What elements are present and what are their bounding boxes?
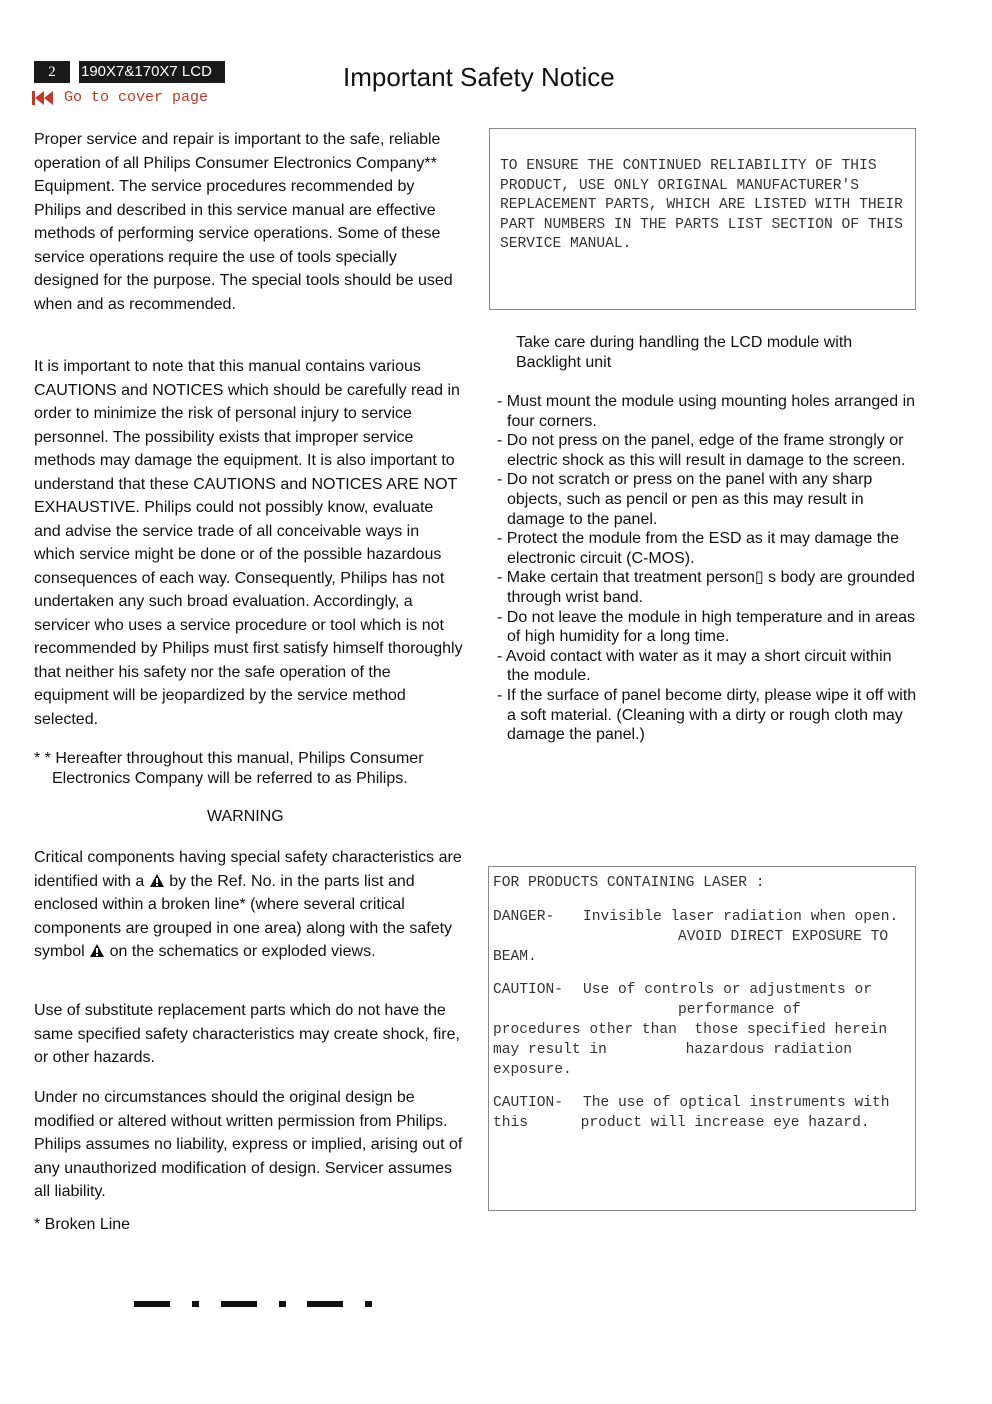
skip-back-icon: [32, 90, 54, 106]
broken-line-dot: [365, 1301, 372, 1307]
list-item: - Protect the module from the ESD as it may damage the electronic circuit (C-MOS).: [497, 530, 899, 567]
lcd-care-heading-line-2: Backlight unit: [516, 353, 612, 371]
danger-text-2: AVOID DIRECT EXPOSURE TO: [678, 929, 889, 945]
paragraph-5: Under no circumstances should the original design be modified or altered without written permission from Philips. Philips assumes no liability, express or implied, arising out of any unauthorized modification of design. Servicer assumes all liability.: [34, 1089, 463, 1200]
caution2-text-2: this product will increase eye hazard.: [493, 1115, 870, 1131]
footnote: [34, 749, 474, 789]
p3-part-b: by the Ref. No. in the parts list and enclosed within a broken line* (where several critical components are grouped in one area) along with the safety symbol: [34, 872, 453, 960]
cover-link-label: Go to cover page: [64, 89, 209, 106]
p3-part-a: Critical components having special safety characteristics are identified with a: [34, 849, 462, 890]
caution1-text-5: exposure.: [493, 1062, 572, 1078]
footnote-line-2: Electronics Company will be referred to as Philips.: [52, 770, 408, 787]
replacement-parts-notice-box: [489, 128, 916, 310]
caution1-text-2: performance of: [678, 1002, 801, 1018]
page-number: 2: [34, 61, 70, 83]
laser-heading: FOR PRODUCTS CONTAINING LASER :: [493, 875, 765, 891]
list-item: - Do not scratch or press on the panel with any sharp objects, such as pencil or pen as this may result in damage to the panel.: [497, 471, 873, 528]
intro-paragraph: [34, 128, 464, 316]
danger-label: DANGER-: [493, 909, 555, 925]
paragraph-2: It is important to note that this manual contains various CAUTIONS and NOTICES which should be carefully read in order to minimize the risk of personal injury to service personnel. The possibility exists that improper service methods may damage the equipment. It is also important to understand that these CAUTIONS and NOTICES ARE NOT EXHAUSTIVE. Philips could not possibly know, evaluate and advise the service trade of all conceivable ways in which service might be done or of the possible hazardous consequences of each way. Consequently, Philips has not undertaken any such broad evaluation. Accordingly, a servicer who uses a service procedure or tool which is not recommended by Philips must first satisfy himself thoroughly that neither his safety nor the safe operation of the equipment will be jeopardized by the service method selected.: [34, 358, 463, 728]
paragraph-1: Proper service and repair is important to the safe, reliable operation of all Philips Consumer Electronics Company** Equipment. The service procedures recommended by Philips and described in this service manual are effective methods of performing service operations. Some of these service operations require the use of tools specially designed for the purpose. The special tools should be used when and as recommended.: [34, 131, 453, 313]
broken-line-dash: [134, 1301, 170, 1307]
page-title: Important Safety Notice: [343, 62, 615, 92]
caution1-text: Use of controls or adjustments or: [583, 982, 873, 998]
safety-warning-icon: [149, 873, 165, 888]
cautions-paragraph: [34, 355, 464, 731]
caution1-label: CAUTION-: [493, 982, 564, 998]
go-to-cover-link[interactable]: [32, 89, 208, 106]
list-item: - Make certain that treatment person▯ s body are grounded through wrist band.: [497, 569, 915, 606]
caution2-text: The use of optical instruments with: [583, 1095, 890, 1111]
list-item: - Avoid contact with water as it may a short circuit within the module.: [497, 647, 892, 685]
laser-warning-box: [488, 866, 916, 1211]
broken-line-dot: [192, 1301, 199, 1307]
caution2-label: CAUTION-: [493, 1095, 564, 1111]
design-modification-paragraph: [34, 1086, 464, 1204]
list-item: - Must mount the module using mounting holes arranged in four corners.: [497, 393, 916, 430]
list-item: - If the surface of panel become dirty, please wipe it off with a soft material. (Cleaning with a dirty or rough cloth may damage the panel.): [497, 686, 917, 744]
caution1-text-3: procedures other than those specified herein: [493, 1022, 888, 1038]
caution1-text-4: may result in hazardous radiation: [493, 1042, 853, 1058]
danger-text: Invisible laser radiation when open.: [583, 909, 899, 925]
warning-heading: WARNING: [207, 808, 284, 825]
substitute-parts-paragraph: [34, 999, 464, 1070]
lcd-care-list: [497, 392, 917, 745]
broken-line-dash: [307, 1301, 343, 1307]
footnote-line-1: * * Hereafter throughout this manual, Philips Consumer: [34, 750, 424, 767]
broken-line-dot: [279, 1301, 286, 1307]
list-item: - Do not press on the panel, edge of the frame strongly or electric shock as this will result in damage to the screen.: [497, 432, 906, 469]
danger-text-3: BEAM.: [493, 949, 537, 965]
model-label: 190X7&170X7 LCD: [79, 61, 225, 83]
lcd-care-heading-line-1: Take care during handling the LCD module with: [516, 334, 853, 351]
p3-part-c: on the schematics or exploded views.: [109, 943, 376, 960]
paragraph-4: Use of substitute replacement parts which do not have the same specified safety characteristics may create shock, fire, or other hazards.: [34, 1002, 460, 1066]
safety-warning-icon: [89, 943, 105, 958]
critical-components-paragraph: [34, 846, 464, 964]
list-item: - Do not leave the module in high temperature and in areas of high humidity for a long time.: [497, 608, 916, 646]
broken-line-dash: [221, 1301, 257, 1307]
lcd-care-heading: [516, 333, 852, 372]
replacement-parts-notice-text: TO ENSURE THE CONTINUED RELIABILITY OF THIS PRODUCT, USE ONLY ORIGINAL MANUFACTURER'S REPLACEMENT PARTS, WHICH ARE LISTED WITH THEIR PART NUMBERS IN THE PARTS LIST SECTION OF THIS SERVICE MANUAL.: [500, 158, 903, 252]
broken-line-note: * Broken Line: [34, 1216, 131, 1233]
